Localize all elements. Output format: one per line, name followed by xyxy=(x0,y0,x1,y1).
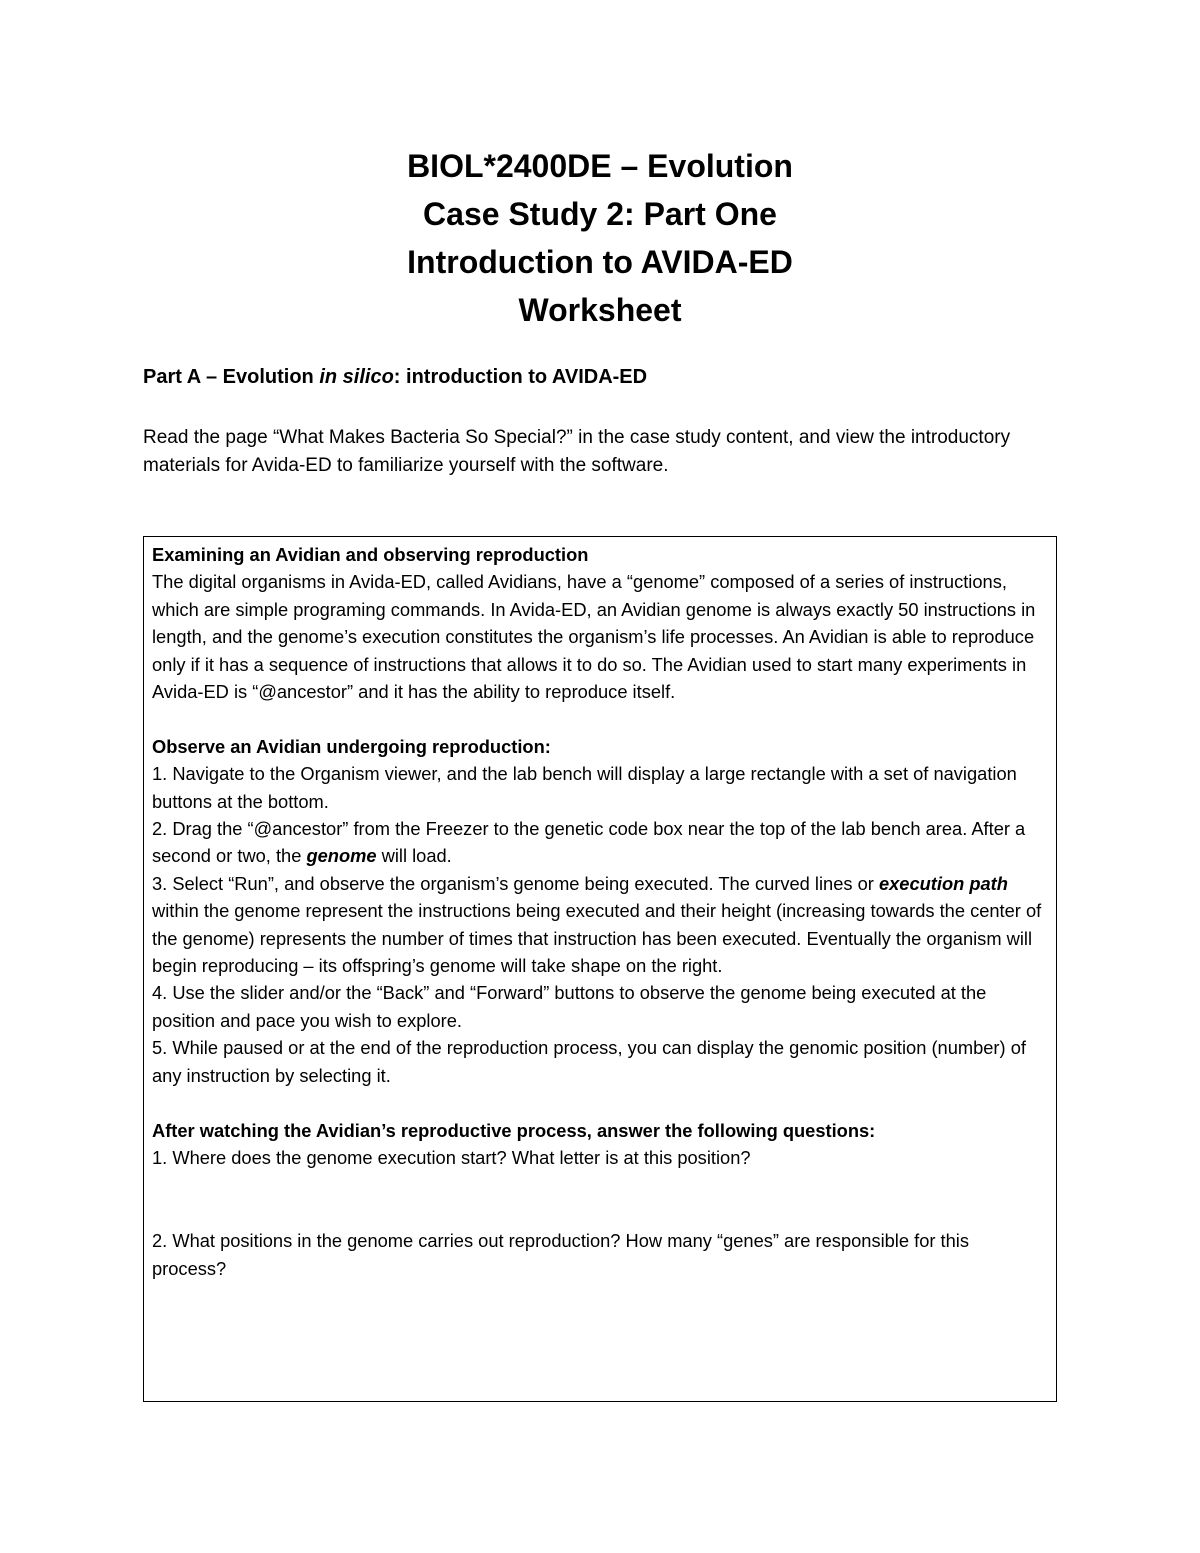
part-a-italic: in silico xyxy=(319,366,394,388)
spacer xyxy=(152,705,1048,732)
document-title xyxy=(0,142,1200,334)
observe-heading: Observe an Avidian undergoing reproduction: xyxy=(152,735,551,757)
step-2-emphasis: genome xyxy=(306,845,377,867)
spacer xyxy=(152,1089,1048,1116)
part-a-prefix: Part A – Evolution xyxy=(143,366,320,388)
instructions-box xyxy=(143,536,1057,1402)
answer-space-2[interactable] xyxy=(152,1282,1048,1342)
question-1: 1. Where does the genome execution start? What letter is at this position? xyxy=(152,1146,751,1168)
box-heading: Examining an Avidian and observing reproduction xyxy=(152,544,589,565)
title-course: BIOL*2400DE – Evolution xyxy=(407,148,793,184)
questions-heading: After watching the Avidian’s reproductive process, answer the following questions: xyxy=(152,1119,876,1141)
step-5: 5. While paused or at the end of the reproduction process, you can display the genomic position (number) of any instruction by selecting it. xyxy=(152,1037,1026,1086)
intro-paragraph: Read the page “What Makes Bacteria So Special?” in the case study content, and view the introductory materials for Avida-ED to familiarize yourself with the software. xyxy=(143,427,1011,476)
step-1: 1. Navigate to the Organism viewer, and the lab bench will display a large rectangle with a set of navigation buttons at the bottom. xyxy=(152,763,1017,812)
question-2: 2. What positions in the genome carries out reproduction? How many “genes” are responsible for this process? xyxy=(152,1230,969,1279)
answer-space-1[interactable] xyxy=(152,1171,1048,1227)
part-a-heading xyxy=(143,362,1063,392)
part-a-suffix: : introduction to AVIDA-ED xyxy=(393,366,648,388)
step-2-text-c: will load. xyxy=(376,845,452,867)
step-3-emphasis: execution path xyxy=(878,872,1008,894)
title-introduction: Introduction to AVIDA-ED xyxy=(407,244,793,280)
step-3-text-a: 3. Select “Run”, and observe the organism’s genome being executed. The curved lines or xyxy=(152,872,879,894)
title-case-study: Case Study 2: Part One xyxy=(423,196,777,232)
step-4: 4. Use the slider and/or the “Back” and “Forward” buttons to observe the genome being executed at the position and pace you wish to explore. xyxy=(152,982,987,1031)
title-worksheet: Worksheet xyxy=(518,292,682,328)
step-3 xyxy=(152,870,1048,980)
step-2-text-a: 2. Drag the “@ancestor” from the Freezer to the genetic code box near the top of the lab bench area. After a second or two, the xyxy=(152,818,1026,867)
box-paragraph: The digital organisms in Avida-ED, called Avidians, have a “genome” composed of a series of instructions, which are simple programing commands. In Avida-ED, an Avidian genome is always exactly 50 instructions in length, and the genome’s execution constitutes the organism’s life processes. An Avidian is able to reproduce only if it has a sequence of instructions that allows it to do so. The Avidian used to start many experiments in Avida-ED is “@ancestor” and it has the ability to reproduce itself. xyxy=(152,571,1036,703)
step-2 xyxy=(152,815,1048,870)
step-3-text-c: within the genome represent the instructions being executed and their height (increasing towards the center of the genome) represents the number of times that instruction has been executed. Eventually the organism will begin reproducing – its offspring’s genome will take shape on the right. xyxy=(152,900,1042,977)
